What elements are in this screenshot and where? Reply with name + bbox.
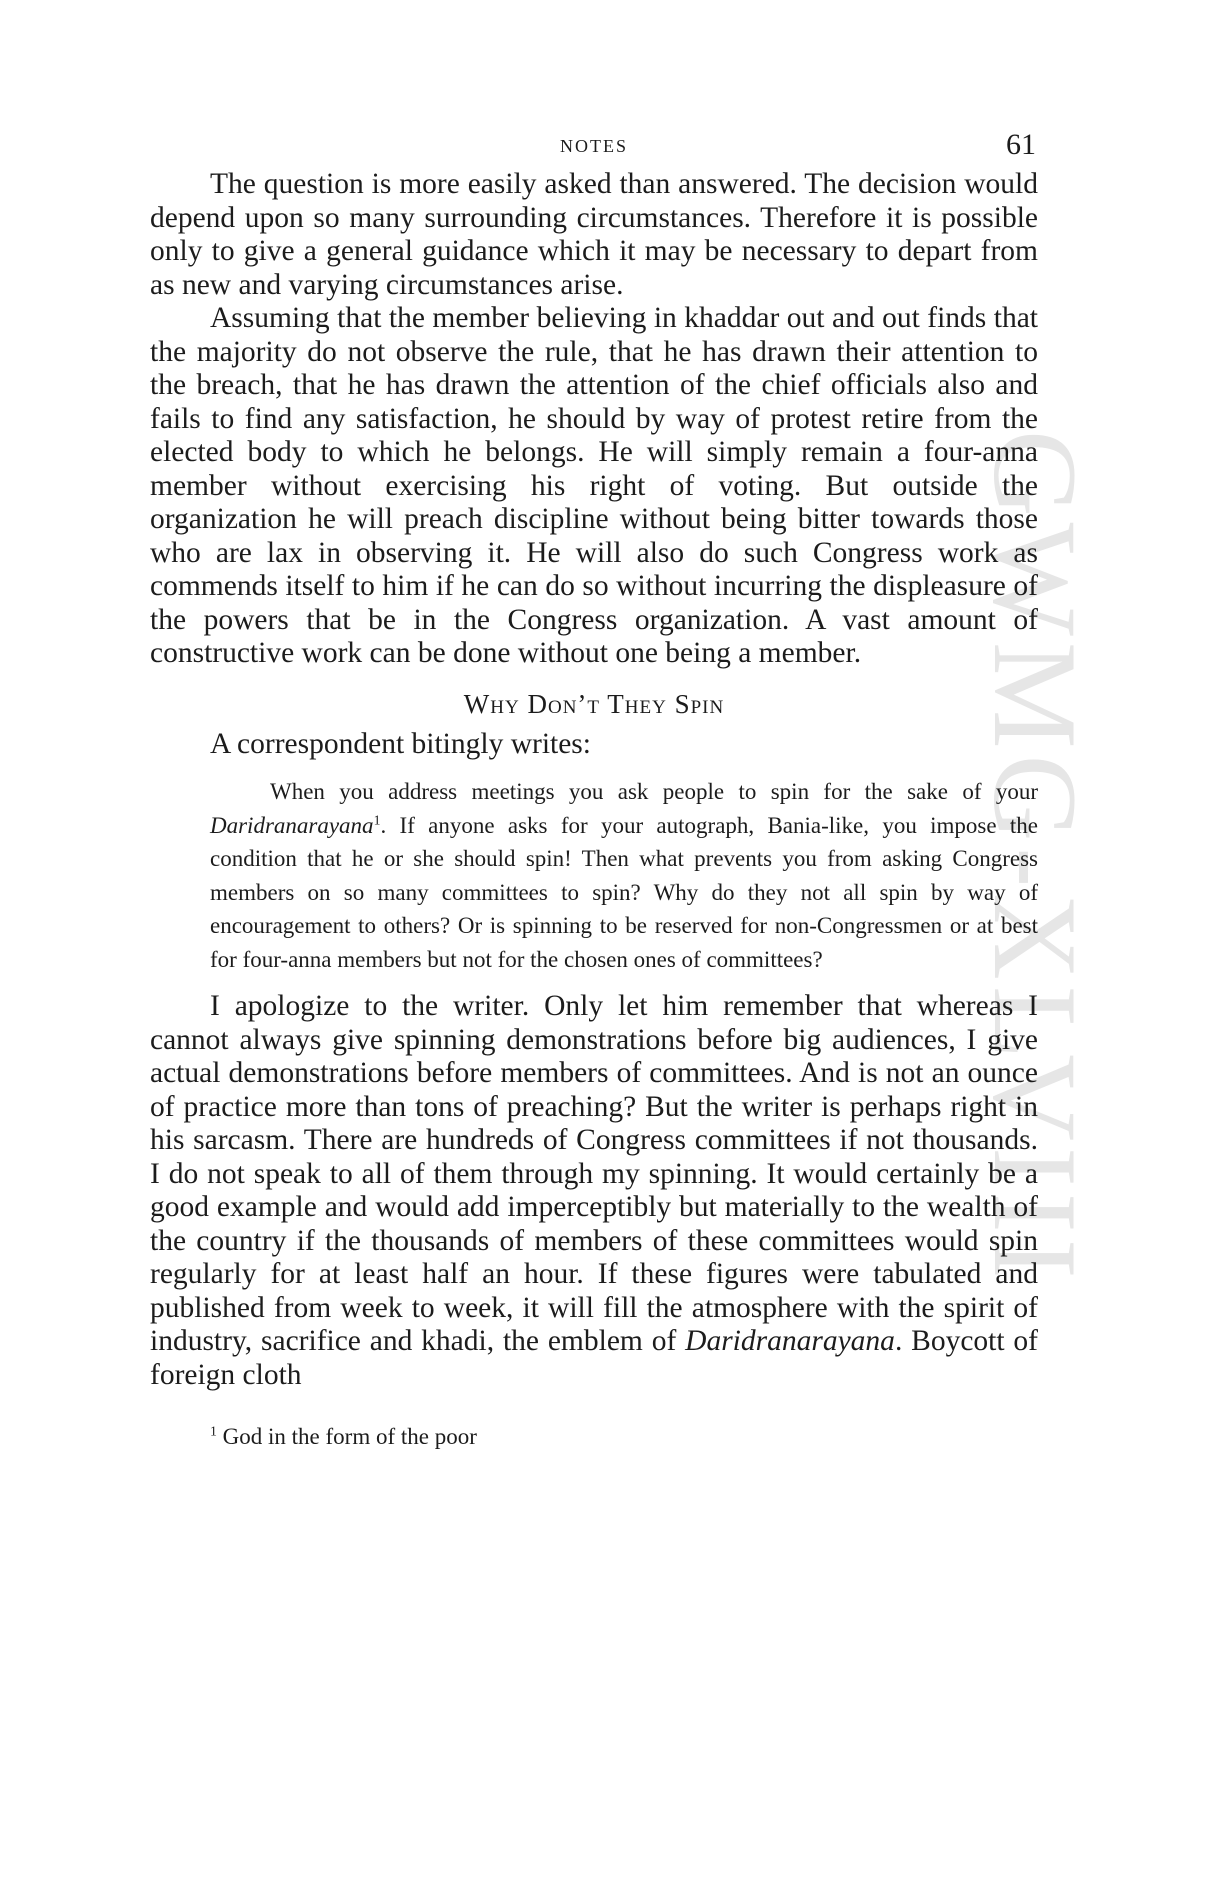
page — [150, 128, 1038, 1450]
paragraph-2: Assuming that the member believing in khaddar out and out finds that the majority do not observe the rule, that he has drawn their attention to the breach, that he has drawn the attention of the chief officials also and fails to find any satisfaction, he should by way of protest retire from the elected body to which he belongs. He will simply remain a four-anna member without exercising his right of voting. But outside the organization he will preach discipline without being bitter towards those who are lax in observing it. He will also do such Congress work as commends itself to him if he can do so without incurring the displeasure of the powers that be in the Congress organization. A vast amount of constructive work can be done without one being a member. — [150, 302, 1038, 669]
running-head: NOTES — [560, 136, 628, 156]
watermark: GWMG-XLVIII — [969, 430, 1102, 1285]
page-number: 61 — [1006, 128, 1036, 161]
footnote-ref: 1 — [373, 811, 381, 827]
paragraph-reply — [150, 990, 1038, 1392]
quote-text-1: When you address meetings you ask people to spin for the sake of your — [270, 779, 1038, 804]
reply-text — [150, 990, 1038, 1392]
footnote-text: God in the form of the poor — [216, 1424, 477, 1449]
quote-italic: Daridranarayana — [210, 812, 374, 838]
reply-text-1: I apologize to the writer. Only let him remember that whereas I cannot always give spinning demonstrations before big audiences, I give actual demonstrations before members of committees. And is not an ounce of practice more than tons of preaching? But the writer is perhaps right in his sarcasm. There are hundreds of Congress committees if not thousands. I do not speak to all of them through my spinning. It would certainly be a good example and would add imperceptibly but materially to the wealth of the country if the thousands of members of these committees would spin regularly for at least half an hour. If these figures were tabulated and published from week to week, it will fill the atmosphere with the spirit of industry, sacrifice and khadi, the emblem of — [150, 990, 1038, 1357]
block-quote — [210, 775, 1038, 976]
footnote — [150, 1424, 1038, 1450]
reply-italic: Daridranarayana — [685, 1325, 895, 1357]
section-intro: A correspondent bitingly writes: — [210, 727, 591, 760]
section-heading: Why Don’t They Spin — [463, 688, 725, 719]
quote-text-2: . If anyone asks for your autograph, Bania-like, you impose the condition that he or she should spin! Then what prevents you from asking Congress members on so many committees to spin? Why do they not all spin by way of encouragement to others? Or is spinning to be reserved for non-Congressmen or at best for four-anna members but not for the chosen ones of committees? — [210, 812, 1038, 972]
page-header — [150, 128, 1038, 168]
paragraph-1: The question is more easily asked than answered. The decision would depend upon so many surrounding circumstances. Therefore it is possible only to give a general guidance which it may be necessary to depart from as new and varying circumstances arise. — [150, 168, 1038, 301]
body-text — [150, 168, 1038, 671]
footnote-marker: 1 — [210, 1423, 217, 1439]
reply-text-2: . Boycott of foreign cloth — [150, 1325, 1038, 1391]
